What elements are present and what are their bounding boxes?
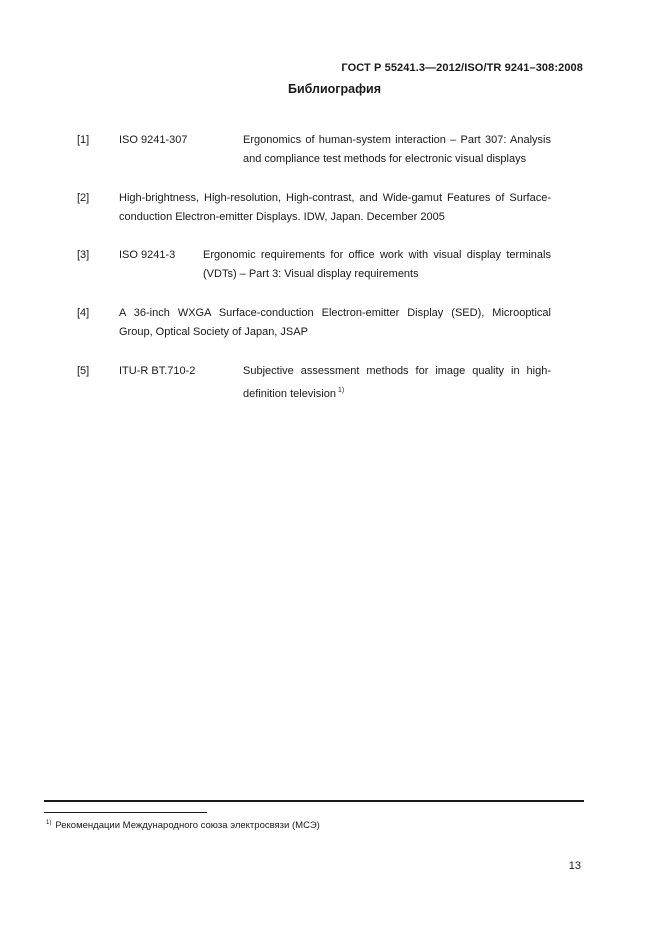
footnote-text: Рекомендации Международного союза электросвязи (МСЭ): [55, 820, 320, 831]
footer-divider: [44, 800, 584, 802]
reference-number: [1]: [77, 134, 90, 146]
bibliography-title: Библиография: [287, 82, 382, 96]
reference-number: [3]: [77, 249, 90, 261]
reference-code: ISO 9241-3: [119, 249, 176, 261]
reference-description: Ergonomic requirements for office work with visual display terminals (VDTs) – Part 3: Visual display requirements: [203, 249, 551, 280]
reference-number: [5]: [77, 365, 90, 377]
reference-text: A 36-inch WXGA Surface-conduction Electron-emitter Display (SED), Microoptical Group, Optical Society of Japan, JSAP: [119, 307, 551, 338]
reference-code: ISO 9241-307: [119, 134, 188, 146]
footnote-ref-mark: 1): [337, 387, 345, 394]
reference-description-text: Subjective assessment methods for image quality in high-definition television: [243, 365, 551, 400]
reference-description: Ergonomics of human-system interaction – Part 307: Analysis and compliance test methods for electronic visual displays: [243, 134, 551, 165]
reference-number: [2]: [77, 192, 90, 204]
footnote-separator: [44, 812, 207, 813]
document-header: ГОСТ Р 55241.3—2012/ISO/TR 9241–308:2008: [341, 62, 583, 74]
reference-text: High-brightness, High-resolution, High-contrast, and Wide-gamut Features of Surface-conduction Electron-emitter Displays. IDW, Japan. December 2005: [119, 192, 551, 223]
reference-description: [243, 362, 551, 404]
page-number: 13: [568, 860, 581, 872]
footnote-mark: 1): [46, 820, 52, 826]
reference-number: [4]: [77, 307, 90, 319]
reference-code: ITU-R BT.710-2: [119, 365, 196, 377]
footnote: [46, 820, 320, 831]
